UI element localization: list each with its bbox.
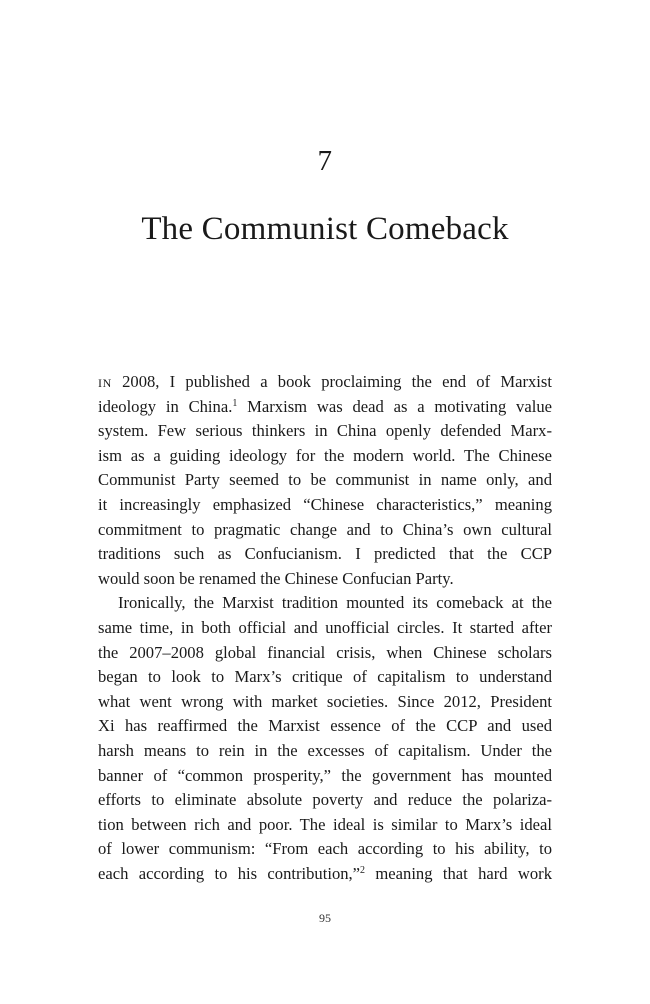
text-run: commitment to pragmatic change and to China’s own cultural bbox=[98, 519, 552, 539]
page-number: 95 bbox=[319, 911, 331, 925]
text-line bbox=[98, 370, 552, 395]
text-line bbox=[98, 468, 552, 493]
chapter-title: The Communist Comeback bbox=[141, 211, 509, 247]
text-run: would soon be renamed the Chinese Confucian Party. bbox=[98, 568, 454, 588]
text-run: Marxism was dead as a motivating value bbox=[237, 396, 552, 416]
text-run: of lower communism: “From each according to his ability, to bbox=[98, 839, 552, 859]
footnote-marker[interactable]: 1 bbox=[232, 397, 238, 409]
text-line bbox=[98, 616, 552, 641]
text-line bbox=[98, 641, 552, 666]
text-run: harsh means to rein in the excesses of capitalism. Under the bbox=[98, 740, 552, 760]
text-line bbox=[98, 665, 552, 690]
body-text bbox=[98, 370, 552, 886]
text-run: it increasingly emphasized “Chinese characteristics,” meaning bbox=[98, 494, 552, 514]
text-line bbox=[98, 493, 552, 518]
text-line bbox=[98, 764, 552, 789]
text-run: the 2007–2008 global financial crisis, when Chinese scholars bbox=[98, 642, 552, 662]
text-line bbox=[98, 739, 552, 764]
text-line bbox=[98, 862, 552, 887]
text-run: ism as a guiding ideology for the modern world. The Chinese bbox=[98, 445, 552, 465]
text-line bbox=[98, 690, 552, 715]
text-run: same time, in both official and unofficial circles. It started after bbox=[98, 617, 552, 637]
text-run: 2008, I published a book proclaiming the end of Marxist bbox=[111, 372, 552, 391]
text-run: what went wrong with market societies. Since 2012, President bbox=[98, 691, 552, 711]
text-line bbox=[98, 542, 552, 567]
text-run: Ironically, the Marxist tradition mounted its comeback at the bbox=[118, 593, 552, 613]
text-run: efforts to eliminate absolute poverty and reduce the polariza- bbox=[98, 790, 552, 810]
text-line bbox=[98, 714, 552, 739]
text-run: began to look to Marx’s critique of capitalism to understand bbox=[98, 667, 552, 687]
paragraph bbox=[98, 591, 552, 886]
text-line bbox=[98, 444, 552, 469]
text-run: in bbox=[98, 372, 112, 391]
text-line bbox=[98, 591, 552, 616]
text-run: banner of “common prosperity,” the government has mounted bbox=[98, 765, 552, 785]
text-line bbox=[98, 813, 552, 838]
text-run: tion between rich and poor. The ideal is similar to Marx’s ideal bbox=[98, 814, 552, 834]
text-line bbox=[98, 788, 552, 813]
footnote-marker[interactable]: 2 bbox=[360, 864, 366, 876]
text-run: ideology in China. bbox=[98, 396, 233, 416]
text-line bbox=[98, 567, 552, 592]
text-run: traditions such as Confucianism. I predicted that the CCP bbox=[98, 544, 552, 564]
text-line bbox=[98, 419, 552, 444]
paragraph bbox=[98, 370, 552, 591]
text-run: meaning that hard work bbox=[365, 863, 552, 883]
text-run: system. Few serious thinkers in China openly defended Marx- bbox=[98, 421, 552, 441]
text-line bbox=[98, 837, 552, 862]
text-line bbox=[98, 395, 552, 420]
text-run: each according to his contribution,” bbox=[98, 863, 361, 883]
text-run: Communist Party seemed to be communist in name only, and bbox=[98, 470, 552, 490]
text-run: Xi has reaffirmed the Marxist essence of the CCP and used bbox=[98, 716, 552, 736]
chapter-number: 7 bbox=[317, 145, 333, 177]
text-line bbox=[98, 518, 552, 543]
